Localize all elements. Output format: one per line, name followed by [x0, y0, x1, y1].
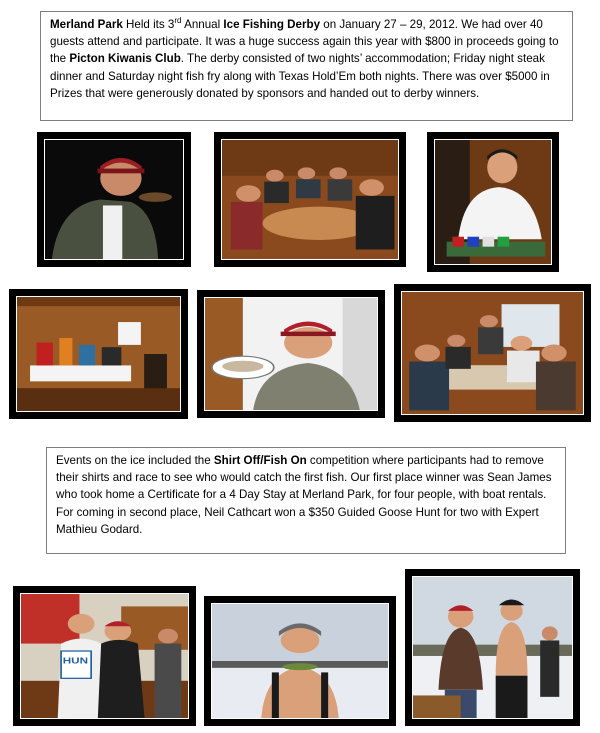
intro-text-4: . The derby consisted of two nights’ accommodation; Friday night steak dinner and Saturday night fish fry along with Texas Hold’Em both nights. There was over $5000 in Prizes that were generously donated by sponsors and handed out to derby winners.	[50, 52, 550, 100]
competition-name: Shirt Off/Fish On	[213, 454, 307, 467]
org-name: Merland Park	[50, 18, 123, 31]
intro-text-1: Held its 3	[122, 18, 175, 31]
events-text-2: competition where participants had to remove their shirts and race to see who would catch the first fish. Our first place winner was Sean James who took home a Certificate for a 4 Day Stay at Merland Park, for four people, with boat rentals. For coming in second place, Neil Cathcart won a $350 Guided Goose Hunt for two with Expert Mathieu Godard.	[56, 454, 552, 536]
photo-man-eating-night	[38, 133, 190, 266]
events-text-box	[46, 447, 566, 554]
intro-text-3: on January 27 – 29, 2012. We had over 40 guests attend and participate. It was a huge success again this year with $800 in proceeds going to the	[50, 18, 559, 66]
events-text-1: Events on the ice included the	[56, 454, 214, 467]
photo-prize-table	[10, 290, 187, 418]
intro-text-2: Annual	[181, 18, 224, 31]
photo-shirtless-fish-senior	[205, 597, 395, 725]
photo-fish-plate	[198, 291, 384, 417]
ordinal-suffix: rd	[174, 16, 182, 26]
photo-winners-indoor	[14, 587, 195, 725]
photo-shirt-off-winners	[406, 570, 579, 725]
intro-text-box	[40, 11, 573, 121]
photo-table-group	[215, 133, 405, 266]
event-name: Ice Fishing Derby	[223, 18, 321, 31]
photo-poker-chips	[428, 133, 558, 271]
photo-dinner-group	[395, 285, 590, 421]
flyer-sign-text: HUN	[62, 656, 89, 666]
club-name: Picton Kiwanis Club	[69, 52, 181, 66]
